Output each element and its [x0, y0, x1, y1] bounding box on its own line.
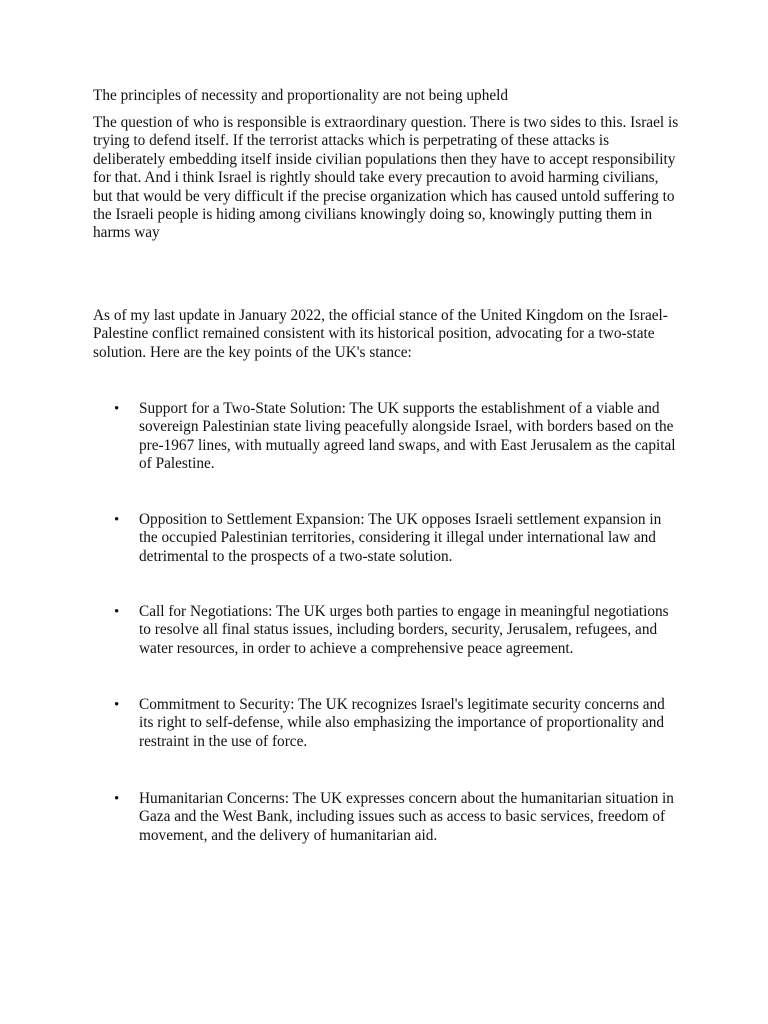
heading-line: The principles of necessity and proportionality are not being upheld [93, 87, 509, 104]
bullet-item-negotiations: Call for Negotiations: The UK urges both parties to engage in meaningful negotiations to resolve all final status issues, including borders, security, Jerusalem, refugees, and water resources, in order to achieve a comprehensive peace agreement. [139, 603, 669, 657]
bullet-item-security: Commitment to Security: The UK recognizes Israel's legitimate security concerns and its right to self-defense, while also emphasizing the importance of proportionality and restraint in the use of force. [139, 696, 665, 750]
paragraph-uk-stance-intro: As of my last update in January 2022, the official stance of the United Kingdom on the Israel-Palestine conflict remained consistent with its historical position, advocating for a two-state solution. Here are the key points of the UK's stance: [93, 307, 668, 361]
bullet-dot-icon: • [114, 401, 120, 417]
bullet-item-humanitarian: Humanitarian Concerns: The UK expresses concern about the humanitarian situation in Gaza and the West Bank, including issues such as access to basic services, freedom of movement, and the delivery of humanitarian aid. [139, 790, 674, 844]
paragraph-responsibility: The question of who is responsible is extraordinary question. There is two sides to this. Israel is trying to defend itself. If the terrorist attacks which is perpetrating of these attacks is deliberately embedding itself inside civilian populations then they have to accept responsibility for that. And i think Israel is rightly should take every precaution to avoid harming civilians, but that would be very difficult if the precise organization which has caused untold suffering to the Israeli people is hiding among civilians knowingly doing so, knowingly putting them in harms way [93, 114, 679, 242]
bullet-item-settlement-expansion: Opposition to Settlement Expansion: The UK opposes Israeli settlement expansion in the occupied Palestinian territories, considering it illegal under international law and detrimental to the prospects of a two-state solution. [139, 511, 662, 565]
bullet-dot-icon: • [114, 697, 120, 713]
bullet-dot-icon: • [114, 791, 120, 807]
bullet-item-two-state-solution: Support for a Two-State Solution: The UK supports the establishment of a viable and sovereign Palestinian state living peacefully alongside Israel, with borders based on the pre-1967 lines, with mutually agreed land swaps, and with East Jerusalem as the capital of Palestine. [139, 400, 676, 473]
bullet-dot-icon: • [114, 604, 120, 620]
bullet-dot-icon: • [114, 512, 120, 528]
